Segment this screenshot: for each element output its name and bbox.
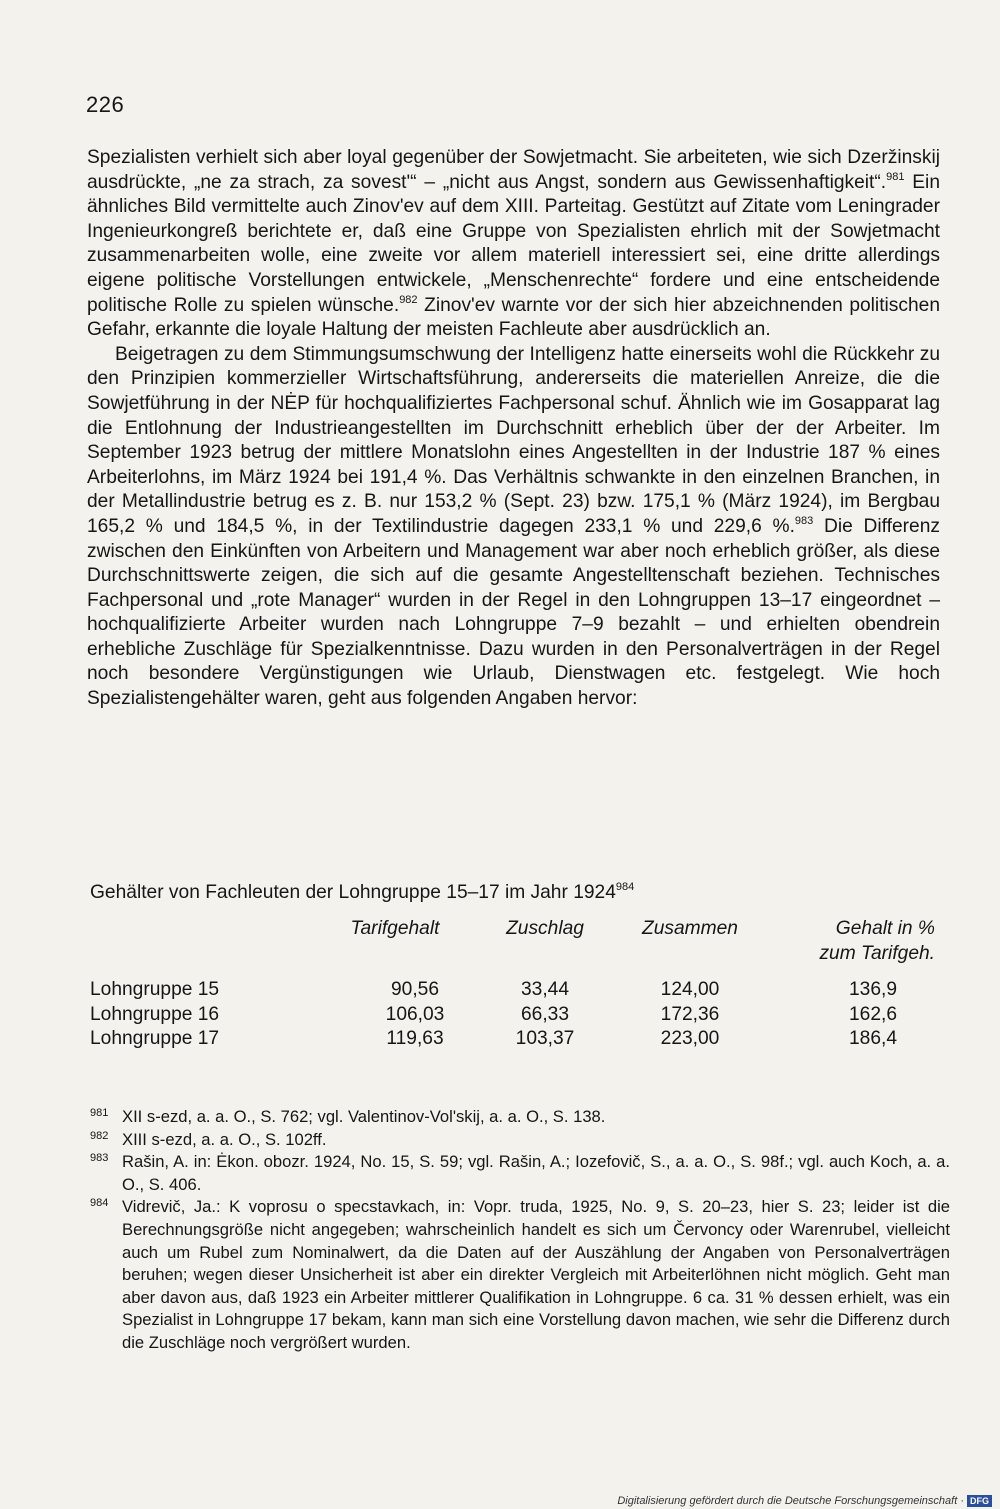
footnote-983: 983 Rašin, A. in: Ėkon. obozr. 1924, No. 15, S. 59; vgl. Rašin, A.; Iozefovič, S., a. a. O., S. 98f.; vgl. auch Koch, a. a. O., S. 406. — [90, 1151, 950, 1196]
footnote-ref[interactable]: 982 — [399, 293, 418, 306]
table-caption: Gehälter von Fachleuten der Lohngruppe 15–17 im Jahr 1924$^{984}$ — [90, 881, 635, 903]
header-gehalt-prozent: Gehalt in % zum Tarifgeh. — [819, 918, 935, 964]
cell-prozent: 186,4 — [848, 1028, 897, 1049]
row-label: Lohngruppe 15 — [90, 979, 220, 1000]
table-row — [90, 1003, 935, 1028]
footnote-ref[interactable]: 983 — [794, 514, 814, 527]
paragraph-1: Spezialisten verhielt sich aber loyal gegenüber der Sowjetmacht. Sie arbeiteten, wie sich Dzeržinskij ausdrückte, „ne za strach, za sovest'“ – „nicht aus Angst, sondern aus Gewissenhaftigkeit“.$^{981}$ Ein ähnliches Bild vermittelte auch Zinov'ev auf dem XIII. Parteitag. Gestützt auf Zitate vom Leningrader Ingenieurkongreß berichtete er, daß eine Gruppe von Spezialisten ehrlich mit der Sowjetmacht zusammenarbeiten wolle, eine zweite vor allem materiell interessiert sei, eine dritte allerdings eigene politische Vorstellungen entwickele, „Menschenrechte“ fordere und eine entscheidende politische Rolle zu spielen wünsche.$^{982}$ Zinov'ev warnte vor der sich hier abzeichnenden politischen Gefahr, erkannte die loyale Haltung der meisten Fachleute aber ausdrücklich an. — [87, 147, 940, 341]
header-tarifgehalt: Tarifgehalt — [350, 918, 440, 939]
footnote-number: 982 — [90, 1129, 109, 1142]
footnote-number: 983 — [90, 1152, 109, 1165]
footnote-984: 984 Vidrevič, Ja.: K voprosu o specstavkach, in: Vopr. truda, 1925, No. 9, S. 20–23, hier S. 23; leider ist die Berechnungsgröße nicht angegeben; wahrscheinlich handelt es sich um Červoncy oder Warenrubel, vielleicht auch um Rubel zum Nominalwert, da die Daten auf der Auszählung der Angaben von Personalverträgen beruhen; wegen dieser Unsicherheit ist aber ein direkter Vergleich mit Arbeiterlöhnen nicht möglich. Geht man aber davon aus, daß 1923 ein Arbeiter mittlerer Qualifikation in Lohngruppe. 6 ca. 31 % dessen erhielt, was ein Spezialist in Lohngruppe 17 bekam, kann man sich eine Vorstellung davon machen, wie sehr die Differenz durch die Zuschläge noch vergrößert wurden. — [90, 1196, 950, 1354]
cell-zuschlag: 103,37 — [515, 1028, 575, 1049]
page-number: 226 — [86, 92, 125, 117]
salary-table — [90, 916, 935, 1052]
cell-zusammen: 172,36 — [660, 1003, 720, 1025]
cell-tarif: 90,56 — [390, 979, 439, 1000]
header-zusammen: Zusammen — [642, 918, 738, 939]
cell-zuschlag: 66,33 — [520, 1003, 569, 1025]
cell-tarif: 106,03 — [385, 1003, 445, 1025]
cell-zuschlag: 33,44 — [520, 979, 569, 1000]
header-zuschlag: Zuschlag — [506, 918, 584, 939]
footnote-number: 981 — [90, 1107, 109, 1119]
dfg-logo: DFG — [967, 1495, 992, 1507]
paragraph-2: Beigetragen zu dem Stimmungsumschwung der Intelligenz hatte einerseits wohl die Rückkehr zu den Prinzipien kommerzieller Wirtschaftsführung, andererseits die materiellen Anreize, die die Sowjetführung in der NĖP für hochqualifiziertes Fachpersonal schuf. Ähnlich wie im Gosapparat lag die Entlohnung der Industrieangestellten im Durchschnitt erheblich über der der Arbeiter. Im September 1923 betrug der mittlere Monatslohn eines Angestellten in der Industrie 187 % eines Arbeiterlohns, im März 1924 bei 191,4 %. Das Verhältnis schwankte in den einzelnen Branchen, in der Metallindustrie betrug es z. B. nur 153,2 % (Sept. 23) bzw. 175,1 % (März 1924), im Bergbau 165,2 % und 184,5 %, in der Textilindustrie dagegen 233,1 % und 229,6 %.$^{983}$ Die Differenz zwischen den Einkünften von Arbeitern und Management war aber noch erheblich größer, als diese Durchschnittswerte zeigen, die sich auf die gesamte Angestelltenschaft beziehen. Technisches Fachpersonal und „rote Manager“ wurden in der Regel in den Lohngruppen 13–17 eingeordnet – hochqualifizierte Arbeiter wurden nach Lohngruppe 7–9 bezahlt – und erhielten obendrein erhebliche Zuschläge für Spezialkenntnisse. Dazu wurden in den Personalverträgen in der Regel noch besondere Vergünstigungen wie Urlaub, Dienstwagen etc. festgelegt. Wie hoch Spezialistengehälter waren, geht aus folgenden Angaben hervor: — [87, 343, 940, 710]
header-label — [90, 916, 315, 966]
digitization-footer: Digitalisierung gefördert durch die Deutsche Forschungsgemeinschaft · DFG — [617, 1495, 992, 1507]
table-row — [90, 966, 935, 1003]
footnote-982: 982 XIII s-ezd, a. a. O., S. 102ff. — [90, 1129, 950, 1152]
table-header-row — [90, 916, 935, 966]
row-label: Lohngruppe 16 — [90, 1003, 220, 1025]
cell-zusammen: 223,00 — [660, 1028, 720, 1049]
footnote-ref[interactable]: 984 — [615, 881, 635, 893]
cell-tarif: 119,63 — [386, 1028, 444, 1049]
footnote-number: 984 — [90, 1197, 109, 1210]
footnotes — [90, 1106, 950, 1355]
cell-zusammen: 124,00 — [660, 979, 720, 1000]
body-text — [87, 146, 940, 712]
cell-prozent: 136,9 — [848, 979, 897, 1000]
footnote-ref[interactable]: 981 — [886, 170, 905, 183]
footnote-981: 981 XII s-ezd, a. a. O., S. 762; vgl. Valentinov-Vol'skij, a. a. O., S. 138. — [90, 1106, 950, 1129]
row-label: Lohngruppe 17 — [90, 1028, 220, 1049]
table-row — [90, 1027, 935, 1052]
cell-prozent: 162,6 — [848, 1003, 897, 1025]
